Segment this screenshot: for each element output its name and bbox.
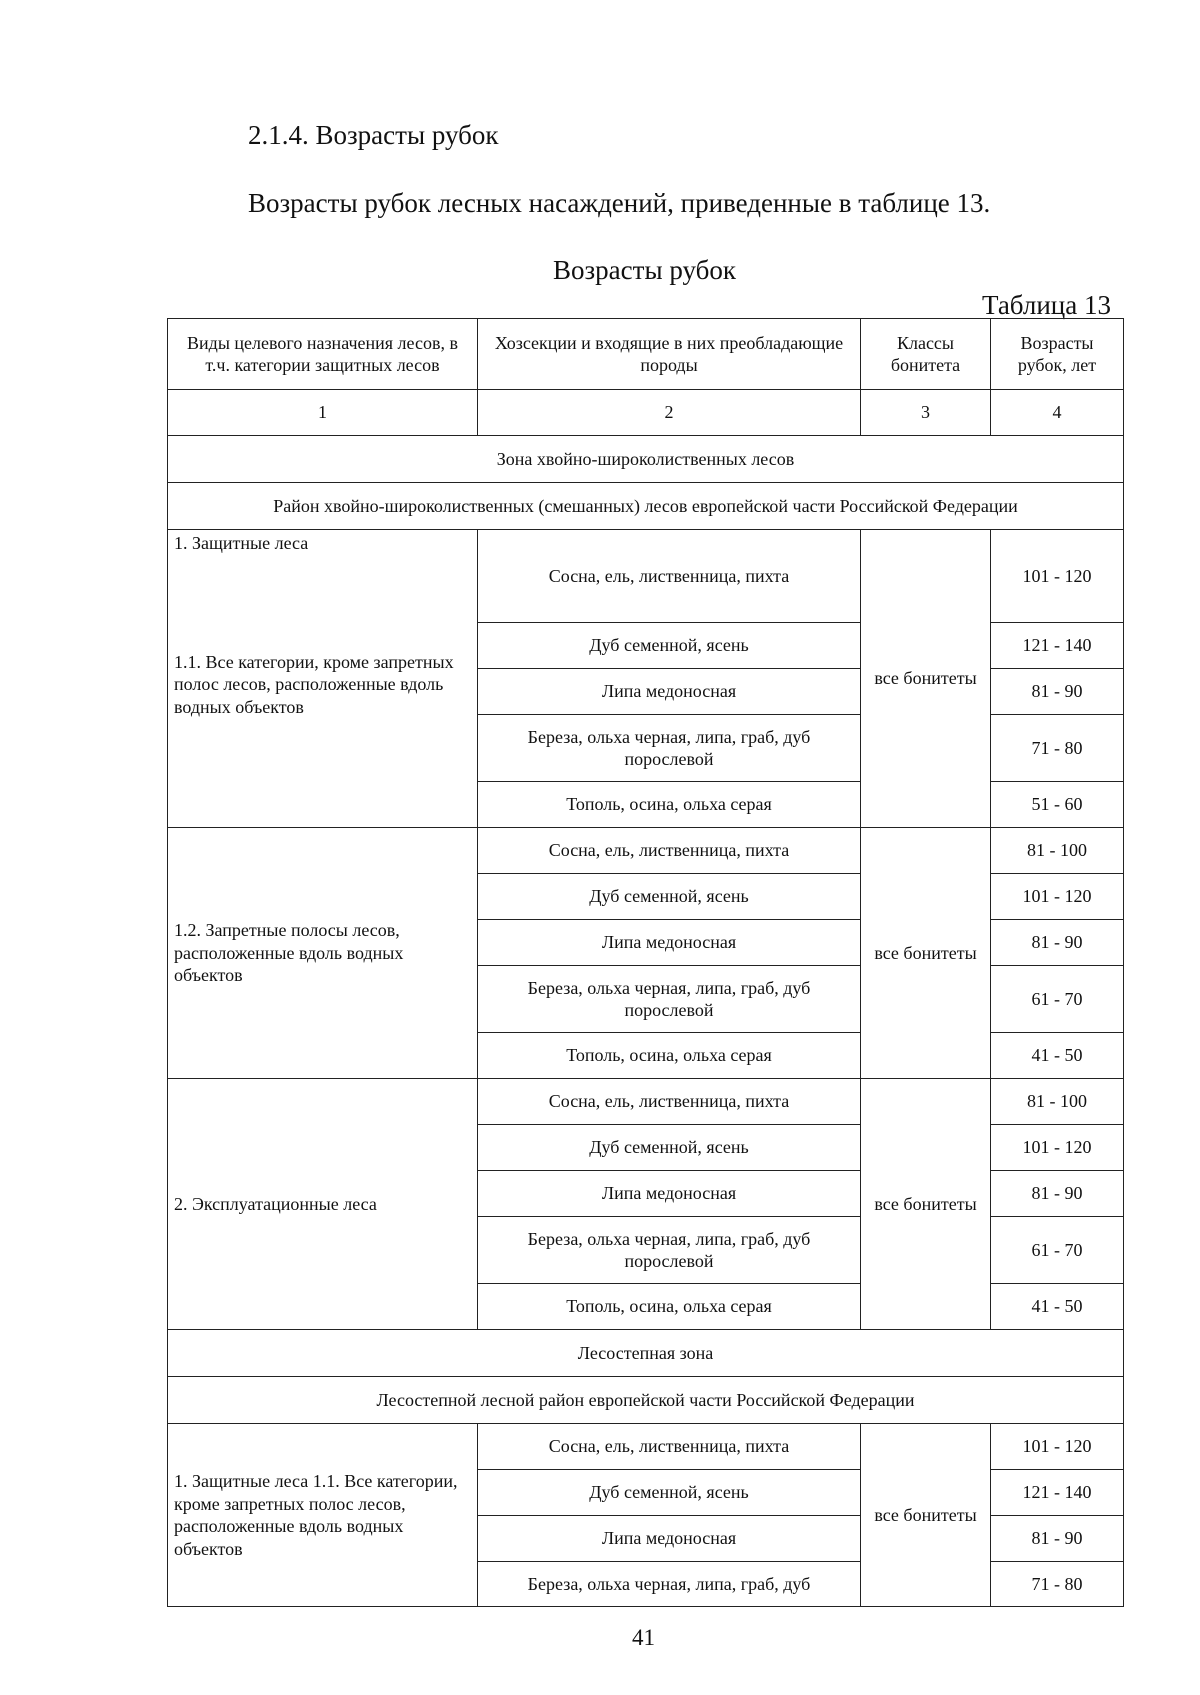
column-number: 4 <box>991 390 1124 436</box>
species-cell: Сосна, ель, лиственница, пихта <box>478 1424 861 1470</box>
age-cell: 81 - 100 <box>991 1079 1124 1125</box>
zone-title: Зона хвойно-широколиственных лесов <box>168 436 1124 483</box>
bonitet-cell: все бонитеты <box>861 1079 991 1330</box>
table-row <box>168 1079 1124 1125</box>
age-cell: 41 - 50 <box>991 1033 1124 1079</box>
forest-category-label: 1. Защитные леса <box>174 533 309 553</box>
section-heading: 2.1.4. Возрасты рубок <box>248 120 499 150</box>
forest-category-cell: 1. Защитные леса 1.1. Все категории, кроме запретных полос лесов, расположенные вдоль водных объектов <box>168 1424 478 1607</box>
age-cell: 71 - 80 <box>991 715 1124 782</box>
age-cell: 41 - 50 <box>991 1284 1124 1330</box>
species-cell: Дуб семенной, ясень <box>478 623 861 669</box>
species-cell: Дуб семенной, ясень <box>478 1470 861 1516</box>
table-number: Таблица 13 <box>982 290 1111 320</box>
region-row <box>168 1377 1124 1424</box>
age-cell: 71 - 80 <box>991 1562 1124 1607</box>
species-cell: Тополь, осина, ольха серая <box>478 1033 861 1079</box>
bonitet-cell: все бонитеты <box>861 1424 991 1607</box>
intro-text: Возрасты рубок лесных насаждений, приведенные в таблице 13. <box>248 188 991 218</box>
age-cell: 101 - 120 <box>991 530 1124 623</box>
age-cell: 121 - 140 <box>991 623 1124 669</box>
age-cell: 81 - 90 <box>991 669 1124 715</box>
species-cell: Дуб семенной, ясень <box>478 1125 861 1171</box>
age-cell: 81 - 90 <box>991 1516 1124 1562</box>
column-number: 1 <box>168 390 478 436</box>
forest-category-cell: 2. Эксплуатационные леса <box>168 1079 478 1330</box>
age-cell: 101 - 120 <box>991 874 1124 920</box>
species-cell: Тополь, осина, ольха серая <box>478 1284 861 1330</box>
region-title: Лесостепной лесной район европейской части Российской Федерации <box>168 1377 1124 1424</box>
age-cell: 61 - 70 <box>991 1217 1124 1284</box>
species-cell: Липа медоносная <box>478 1516 861 1562</box>
page-number: 41 <box>632 1625 655 1650</box>
age-cell: 51 - 60 <box>991 782 1124 828</box>
header-cell: Классы бонитета <box>861 319 991 390</box>
age-cell: 61 - 70 <box>991 966 1124 1033</box>
cutting-age-table <box>167 318 1124 1607</box>
region-title: Район хвойно-широколиственных (смешанных) лесов европейской части Российской Федерации <box>168 483 1124 530</box>
species-cell: Тополь, осина, ольха серая <box>478 782 861 828</box>
species-cell: Сосна, ель, лиственница, пихта <box>478 530 861 623</box>
column-number: 2 <box>478 390 861 436</box>
forest-category-cell <box>168 530 478 828</box>
species-cell: Береза, ольха черная, липа, граб, дуб <box>478 1562 861 1607</box>
table-row <box>168 1424 1124 1470</box>
table-row <box>168 828 1124 874</box>
species-cell: Дуб семенной, ясень <box>478 874 861 920</box>
zone-row <box>168 1330 1124 1377</box>
column-number: 3 <box>861 390 991 436</box>
age-cell: 101 - 120 <box>991 1424 1124 1470</box>
header-cell: Возрасты рубок, лет <box>991 319 1124 390</box>
zone-row <box>168 436 1124 483</box>
age-cell: 81 - 100 <box>991 828 1124 874</box>
age-cell: 81 - 90 <box>991 1171 1124 1217</box>
region-row <box>168 483 1124 530</box>
species-cell: Липа медоносная <box>478 669 861 715</box>
age-cell: 121 - 140 <box>991 1470 1124 1516</box>
species-cell: Сосна, ель, лиственница, пихта <box>478 1079 861 1125</box>
header-cell: Виды целевого назначения лесов, в т.ч. категории защитных лесов <box>168 319 478 390</box>
header-row <box>168 319 1124 390</box>
species-cell: Сосна, ель, лиственница, пихта <box>478 828 861 874</box>
species-cell: Береза, ольха черная, липа, граб, дуб порослевой <box>478 715 861 782</box>
forest-category-cell: 1.2. Запретные полосы лесов, расположенные вдоль водных объектов <box>168 828 478 1079</box>
species-cell: Береза, ольха черная, липа, граб, дуб порослевой <box>478 1217 861 1284</box>
header-cell: Хозсекции и входящие в них преобладающие породы <box>478 319 861 390</box>
forest-category-label: 1.1. Все категории, кроме запретных полос лесов, расположенные вдоль водных объектов <box>174 651 454 717</box>
bonitet-cell: все бонитеты <box>861 828 991 1079</box>
species-cell: Липа медоносная <box>478 1171 861 1217</box>
age-cell: 81 - 90 <box>991 920 1124 966</box>
table-caption: Возрасты рубок <box>553 255 736 285</box>
table-row <box>168 530 1124 623</box>
species-cell: Береза, ольха черная, липа, граб, дуб порослевой <box>478 966 861 1033</box>
zone-title: Лесостепная зона <box>168 1330 1124 1377</box>
bonitet-cell: все бонитеты <box>861 530 991 828</box>
column-number-row <box>168 390 1124 436</box>
age-cell: 101 - 120 <box>991 1125 1124 1171</box>
species-cell: Липа медоносная <box>478 920 861 966</box>
